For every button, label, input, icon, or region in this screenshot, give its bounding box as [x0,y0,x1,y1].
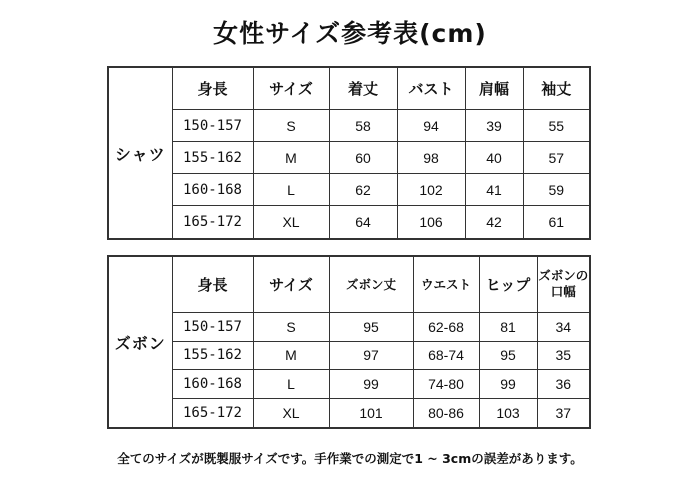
header-bust: バスト [397,67,465,110]
hip-cell: 103 [479,398,537,428]
shirt-group-label: シャツ [108,67,172,239]
header-size: サイズ [253,256,329,312]
table-row [108,110,590,142]
length-cell: 62 [329,174,397,206]
sleeve-cell: 59 [523,174,590,206]
hem-width-cell: 34 [537,312,590,341]
waist-cell: 62-68 [413,312,479,341]
height-cell: 155-162 [172,142,253,174]
size-cell: L [253,370,329,399]
table-row [108,174,590,206]
table-row [108,142,590,174]
pants-length-cell: 97 [329,341,413,370]
bust-cell: 106 [397,206,465,239]
size-cell: XL [253,398,329,428]
height-cell: 160-168 [172,174,253,206]
header-height: 身長 [172,256,253,312]
pants-length-cell: 99 [329,370,413,399]
shoulder-cell: 42 [465,206,523,239]
header-hip: ヒップ [479,256,537,312]
size-cell: M [253,142,329,174]
waist-cell: 80-86 [413,398,479,428]
pants-length-cell: 95 [329,312,413,341]
header-shoulder: 肩幅 [465,67,523,110]
table-header-row [108,256,590,312]
table-row [108,370,590,399]
sleeve-cell: 61 [523,206,590,239]
page-title: 女性サイズ参考表(cm) [213,19,487,48]
length-cell: 60 [329,142,397,174]
header-waist: ウエスト [413,256,479,312]
pants-size-table [107,255,589,429]
header-sleeve: 袖丈 [523,67,590,110]
table-header-row [108,67,590,110]
height-cell: 150-157 [172,312,253,341]
bust-cell: 94 [397,110,465,142]
shoulder-cell: 39 [465,110,523,142]
header-height: 身長 [172,67,253,110]
bust-cell: 102 [397,174,465,206]
height-cell: 160-168 [172,370,253,399]
sleeve-cell: 55 [523,110,590,142]
header-hem-width: ズボンの口幅 [537,256,590,312]
size-cell: S [253,312,329,341]
table-row [108,312,590,341]
waist-cell: 74-80 [413,370,479,399]
size-cell: L [253,174,329,206]
waist-cell: 68-74 [413,341,479,370]
hip-cell: 95 [479,341,537,370]
length-cell: 58 [329,110,397,142]
table-row [108,398,590,428]
height-cell: 155-162 [172,341,253,370]
size-cell: M [253,341,329,370]
hip-cell: 81 [479,312,537,341]
shirt-size-table [107,66,589,240]
header-length: 着丈 [329,67,397,110]
sleeve-cell: 57 [523,142,590,174]
bust-cell: 98 [397,142,465,174]
measurement-note: 全てのサイズが既製服サイズです。手作業での測定で1 ~ 3cmの誤差があります。 [117,451,583,466]
length-cell: 64 [329,206,397,239]
size-cell: XL [253,206,329,239]
hem-width-cell: 35 [537,341,590,370]
table-row [108,341,590,370]
shoulder-cell: 41 [465,174,523,206]
hip-cell: 99 [479,370,537,399]
height-cell: 150-157 [172,110,253,142]
height-cell: 165-172 [172,206,253,239]
hem-width-cell: 37 [537,398,590,428]
pants-length-cell: 101 [329,398,413,428]
table-row [108,206,590,239]
hem-width-cell: 36 [537,370,590,399]
height-cell: 165-172 [172,398,253,428]
size-cell: S [253,110,329,142]
pants-group-label: ズボン [108,256,172,428]
header-size: サイズ [253,67,329,110]
shoulder-cell: 40 [465,142,523,174]
header-pants-length: ズボン丈 [329,256,413,312]
